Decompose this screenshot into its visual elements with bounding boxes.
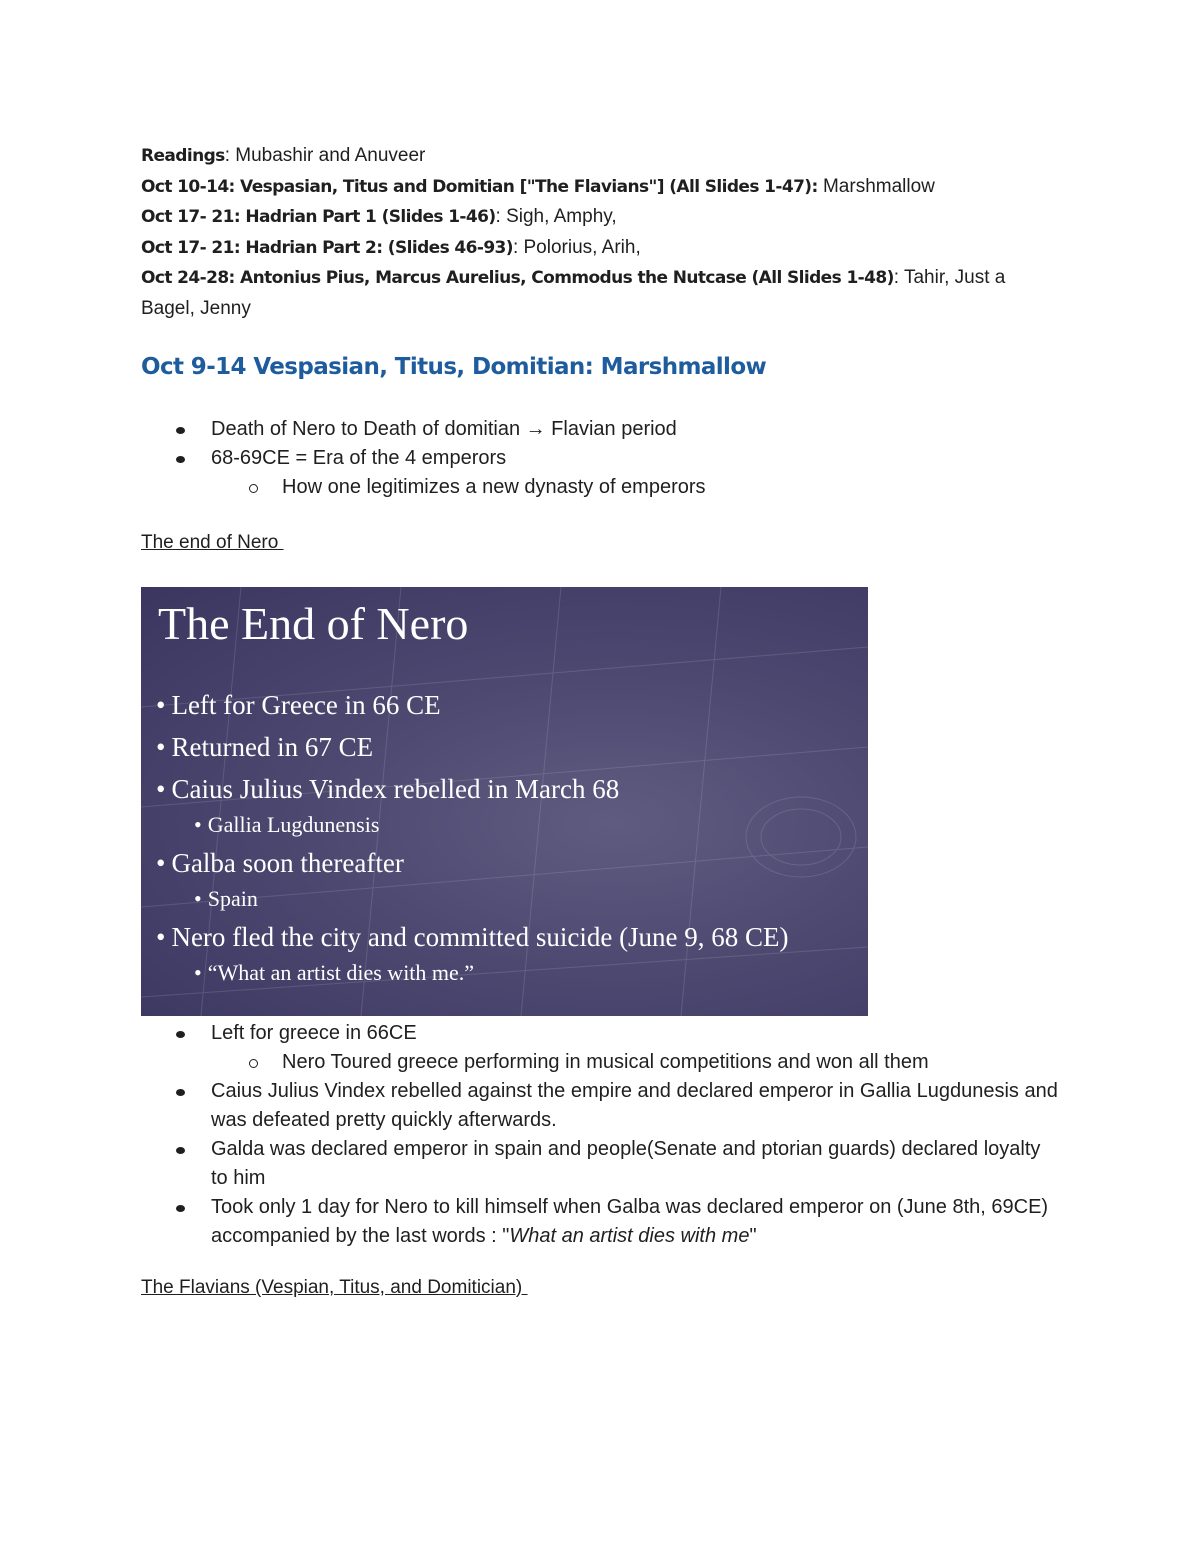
section-heading: Oct 9-14 Vespasian, Titus, Domitian: Marshmallow bbox=[141, 354, 767, 380]
schedule-assignee: : Polorius, Arih, bbox=[512, 236, 641, 258]
list-item: Galda was declared emperor in spain and people(Senate and ptorian guards) declared loyalty to him bbox=[0, 1135, 1061, 1193]
list-item: Death of Nero to Death of domitian → Flavian period bbox=[0, 415, 1061, 444]
readings-line bbox=[141, 141, 1061, 172]
list-item: Caius Julius Vindex rebelled against the empire and declared emperor in Gallia Lugdunesis and was defeated pretty quickly afterwards. bbox=[0, 1077, 1061, 1135]
schedule-label: Oct 17- 21: Hadrian Part 1 (Slides 1-46) bbox=[141, 207, 496, 227]
schedule-line-oct10 bbox=[141, 172, 1061, 203]
slide-sub-bullet: • Spain bbox=[194, 886, 258, 912]
list-item: Left for greece in 66CE bbox=[0, 1019, 1061, 1048]
schedule-line-oct17-part1 bbox=[141, 202, 1061, 233]
readings-text: : Mubashir and Anuveer bbox=[224, 145, 426, 166]
list-item-nested: How one legitimizes a new dynasty of emperors bbox=[0, 473, 1061, 502]
slide-sub-bullet: • Gallia Lugdunensis bbox=[194, 812, 379, 838]
subheading-flavians: The Flavians (Vespian, Titus, and Domitician) bbox=[141, 1277, 528, 1298]
list-item-nested: Nero Toured greece performing in musical competitions and won all them bbox=[0, 1048, 1061, 1077]
intro-bullet-list bbox=[0, 415, 1061, 502]
schedule-assignee: : Sigh, Amphy, bbox=[495, 206, 617, 227]
slide-bullet: • Returned in 67 CE bbox=[156, 732, 373, 763]
schedule-assignee: : Tahir, Just a Bagel, Jenny bbox=[141, 267, 1006, 319]
schedule-assignee: Marshmallow bbox=[817, 175, 935, 197]
slide-title: The End of Nero bbox=[158, 598, 469, 649]
schedule-line-oct24 bbox=[141, 263, 1061, 324]
subheading-end-of-nero: The end of Nero bbox=[141, 532, 284, 553]
notes-bullet-list bbox=[0, 1019, 1061, 1251]
slide-sub-bullet: • “What an artist dies with me.” bbox=[194, 960, 474, 986]
schedule-label: Oct 24-28: Antonius Pius, Marcus Aurelius, Commodus the Nutcase (All Slides 1-48) bbox=[141, 268, 894, 288]
note-text: Took only 1 day for Nero to kill himself when Galba was declared emperor on (June 8th, 69CE) accompanied by the last words : " bbox=[211, 1196, 1049, 1247]
schedule-line-oct17-part2 bbox=[141, 233, 1061, 264]
slide-bullet: • Left for Greece in 66 CE bbox=[156, 690, 441, 721]
slide-bullet: • Nero fled the city and committed suicide (June 9, 68 CE) bbox=[156, 922, 789, 953]
readings-block bbox=[141, 141, 1061, 324]
schedule-label: Oct 17- 21: Hadrian Part 2: (Slides 46-93) bbox=[141, 237, 513, 258]
slide-bullet: • Galba soon thereafter bbox=[156, 848, 404, 879]
quote-text: What an artist dies with me bbox=[509, 1225, 750, 1247]
note-text: " bbox=[749, 1225, 757, 1247]
slide-bullet: • Caius Julius Vindex rebelled in March 68 bbox=[156, 774, 619, 805]
list-item: 68-69CE = Era of the 4 emperors bbox=[0, 444, 1061, 473]
slide-image-end-of-nero bbox=[141, 587, 868, 1016]
schedule-label: Oct 10-14: Vespasian, Titus and Domitian ["The Flavians"] (All Slides 1-47): bbox=[141, 176, 818, 197]
list-item bbox=[0, 1193, 1061, 1251]
readings-label: Readings bbox=[141, 146, 225, 166]
